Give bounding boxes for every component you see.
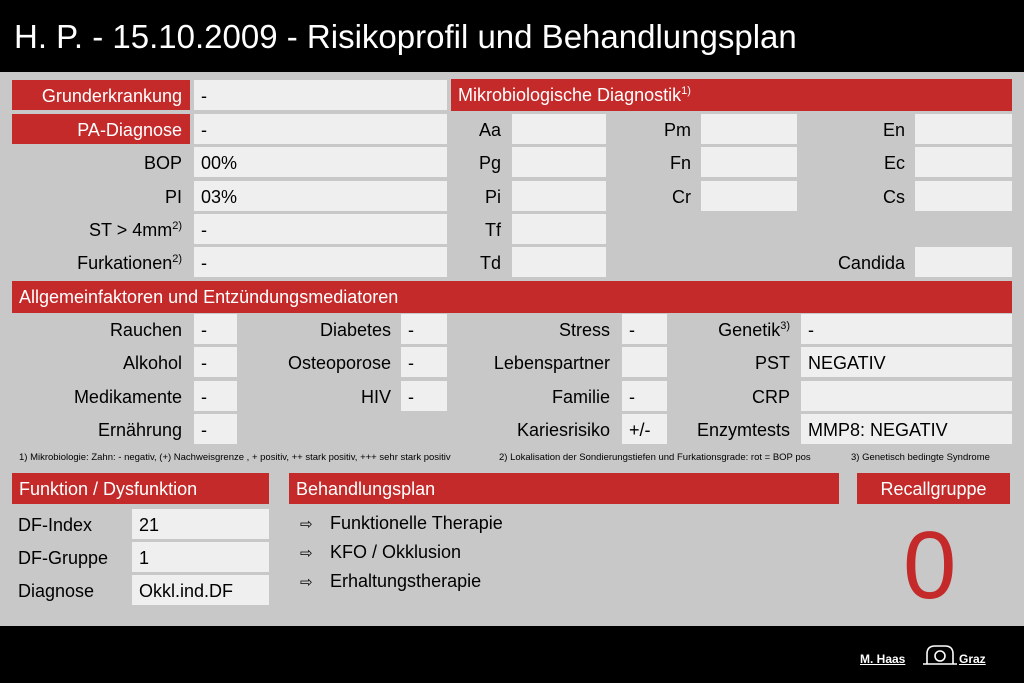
micro-cs-value — [915, 181, 1012, 211]
st-value: - — [194, 214, 447, 244]
furkationen-value: - — [194, 247, 447, 277]
bop-value: 00% — [194, 147, 447, 177]
osteoporose-value: - — [401, 347, 447, 377]
pa-diagnose-value: - — [194, 114, 447, 144]
bop-label: BOP — [143, 153, 182, 173]
df-index-label: DF-Index — [18, 515, 93, 535]
pst-label: PST — [754, 353, 790, 373]
hiv-value: - — [401, 381, 447, 411]
micro-aa-label: Aa — [478, 120, 501, 140]
micro-pm-value — [701, 114, 797, 144]
genetik-value: - — [801, 314, 1012, 344]
micro-candida-label: Candida — [837, 253, 905, 273]
micro-en-value — [915, 114, 1012, 144]
arrow-right-icon: ⇨ — [300, 545, 313, 562]
plan-header: Behandlungsplan — [289, 473, 839, 504]
crp-value — [801, 381, 1012, 411]
general-header: Allgemeinfaktoren und Entzündungsmediatoren — [12, 281, 1012, 313]
ernaehrung-value: - — [194, 414, 237, 444]
micro-pi-label: Pi — [484, 187, 501, 207]
micro-cr-label: Cr — [672, 187, 691, 207]
kariesrisiko-label: Kariesrisiko — [516, 420, 610, 440]
hiv-label: HIV — [360, 387, 391, 407]
stress-label: Stress — [558, 320, 610, 340]
alkohol-label: Alkohol — [122, 353, 182, 373]
micro-td-value — [512, 247, 606, 277]
medikamente-value: - — [194, 381, 237, 411]
df-gruppe-label: DF-Gruppe — [18, 548, 109, 568]
alkohol-value: - — [194, 347, 237, 377]
micro-pg-value — [512, 147, 606, 177]
lebenspartner-label: Lebenspartner — [493, 353, 610, 373]
micro-header: Mikrobiologische Diagnostik$^{1)}$ — [451, 79, 1012, 111]
rauchen-value: - — [194, 314, 237, 344]
title-bar — [0, 0, 1024, 72]
micro-pi-value — [512, 181, 606, 211]
footer-author: M. Haas — [860, 652, 906, 666]
micro-ec-value — [915, 147, 1012, 177]
micro-fn-value — [701, 147, 797, 177]
plan-item: ⇨ Funktionelle Therapie — [300, 513, 503, 533]
furkationen-label: Furkationen$^{2)}$ — [77, 253, 182, 273]
enzymtests-value: MMP8: NEGATIV — [801, 414, 1012, 444]
medikamente-label: Medikamente — [73, 387, 182, 407]
micro-ec-label: Ec — [883, 153, 905, 173]
plan-item: ⇨ Erhaltungstherapie — [300, 571, 482, 591]
micro-td-label: Td — [479, 253, 501, 273]
diagnose-value: Okkl.ind.DF — [132, 575, 269, 605]
familie-value: - — [622, 381, 667, 411]
enzymtests-label: Enzymtests — [696, 420, 790, 440]
recall-value: 0 — [903, 512, 957, 619]
pa-diagnose-label: PA-Diagnose — [12, 114, 190, 144]
pst-value: NEGATIV — [801, 347, 1012, 377]
footnote-2: 2) Lokalisation der Sondierungstiefen und Furkationsgrade: rot = BOP pos — [499, 452, 811, 463]
pi-label: PI — [164, 187, 182, 207]
footnote-3: 3) Genetisch bedingte Syndrome — [851, 452, 990, 463]
genetik-label: Genetik$^{3)}$ — [718, 320, 790, 340]
osteoporose-label: Osteoporose — [287, 353, 391, 373]
footer-location: Graz — [959, 652, 986, 666]
diabetes-label: Diabetes — [319, 320, 391, 340]
pi-value: 03% — [194, 181, 447, 211]
micro-fn-label: Fn — [669, 153, 691, 173]
ernaehrung-label: Ernährung — [97, 420, 182, 440]
crp-label: CRP — [751, 387, 790, 407]
micro-pg-label: Pg — [478, 153, 501, 173]
df-gruppe-value: 1 — [132, 542, 269, 572]
rauchen-label: Rauchen — [109, 320, 182, 340]
plan-item: ⇨ KFO / Okklusion — [300, 542, 462, 562]
micro-cr-value — [701, 181, 797, 211]
kariesrisiko-value: +/- — [622, 414, 667, 444]
funktion-header: Funktion / Dysfunktion — [12, 473, 269, 504]
recall-header: Recallgruppe — [857, 473, 1010, 504]
micro-tf-value — [512, 214, 606, 244]
arrow-right-icon: ⇨ — [300, 516, 313, 533]
familie-label: Familie — [551, 387, 610, 407]
logo-icon — [923, 642, 957, 668]
page-title: H. P. - 15.10.2009 - Risikoprofil und Behandlungsplan — [14, 18, 797, 55]
df-index-value: 21 — [132, 509, 269, 539]
micro-cs-label: Cs — [883, 187, 905, 207]
grunderkrankung-value: - — [194, 80, 447, 110]
micro-en-label: En — [882, 120, 905, 140]
grunderkrankung-label: Grunderkrankung — [12, 80, 190, 110]
micro-aa-value — [512, 114, 606, 144]
diabetes-value: - — [401, 314, 447, 344]
st-label: ST > $4mm^{2)}$ — [89, 220, 182, 240]
stress-value: - — [622, 314, 667, 344]
arrow-right-icon: ⇨ — [300, 574, 313, 591]
micro-tf-label: Tf — [485, 220, 501, 240]
footnote-1: 1) Mikrobiologie: Zahn: - negativ, (+) Nachweisgrenze , + positiv, ++ stark positiv, +++ sehr stark positiv — [19, 452, 451, 463]
micro-candida-value — [915, 247, 1012, 277]
diagnose-label: Diagnose — [18, 581, 95, 601]
micro-pm-label: Pm — [664, 120, 691, 140]
lebenspartner-value — [622, 347, 667, 377]
